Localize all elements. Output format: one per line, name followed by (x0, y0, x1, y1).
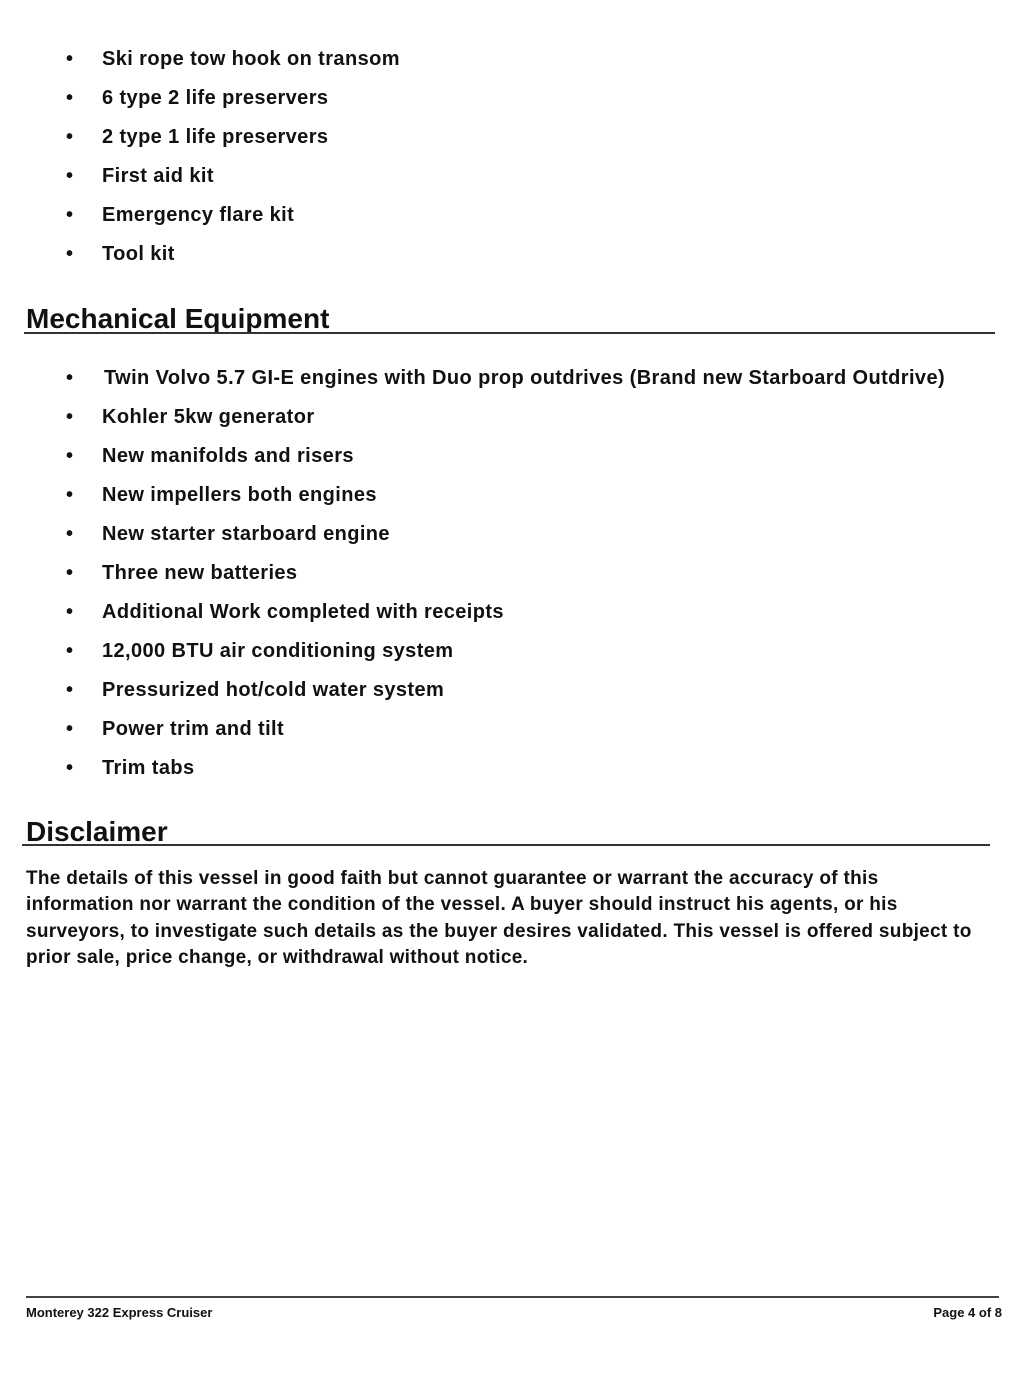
bullet-icon: • (66, 445, 74, 467)
bullet-icon: • (66, 48, 74, 70)
bullet-icon: • (66, 87, 74, 109)
list-item-text: Ski rope tow hook on transom (102, 48, 400, 70)
section-divider (24, 332, 995, 334)
bullet-icon: • (66, 679, 74, 701)
bullet-icon: • (66, 640, 74, 662)
list-item-text: Tool kit (102, 243, 175, 265)
list-item (0, 749, 1024, 788)
mechanical-equipment-list (0, 359, 1024, 788)
list-item (0, 359, 1024, 398)
list-item (0, 79, 1024, 118)
list-item (0, 398, 1024, 437)
list-item (0, 671, 1024, 710)
mechanical-equipment-heading: Mechanical Equipment (26, 303, 330, 334)
list-item-text: Trim tabs (102, 757, 195, 779)
list-item-text: Three new batteries (102, 562, 298, 584)
list-item (0, 118, 1024, 157)
list-item-text: New manifolds and risers (102, 445, 354, 467)
bullet-icon: • (66, 718, 74, 740)
list-item (0, 515, 1024, 554)
list-item (0, 593, 1024, 632)
list-item (0, 40, 1024, 79)
safety-equipment-list (0, 40, 1024, 274)
list-item (0, 235, 1024, 274)
list-item (0, 196, 1024, 235)
bullet-icon: • (66, 484, 74, 506)
list-item-text: New starter starboard engine (102, 523, 390, 545)
bullet-icon: • (66, 204, 74, 226)
list-item-text: Additional Work completed with receipts (102, 601, 504, 623)
list-item-text: 6 type 2 life preservers (102, 87, 329, 109)
disclaimer-heading: Disclaimer (26, 816, 168, 847)
list-item (0, 157, 1024, 196)
list-item-text: Twin Volvo 5.7 GI-E engines with Duo prop outdrives (Brand new Starboard Outdrive) (104, 367, 946, 389)
section-divider (22, 844, 990, 846)
footer-document-title: Monterey 322 Express Cruiser (26, 1305, 213, 1320)
list-item-text: New impellers both engines (102, 484, 377, 506)
list-item-text: Kohler 5kw generator (102, 406, 315, 428)
list-item (0, 437, 1024, 476)
bullet-icon: • (66, 523, 74, 545)
bullet-icon: • (66, 757, 74, 779)
bullet-icon: • (66, 165, 74, 187)
disclaimer-text: The details of this vessel in good faith but cannot guarantee or warrant the accuracy of this information nor warrant the condition of the vessel. A buyer should instruct his agents, or his surveyors, to investigate such details as the buyer desires validated. This vessel is offered subject to prior sale, price change, or withdrawal without notice. (26, 868, 972, 968)
bullet-icon: • (66, 126, 74, 148)
bullet-icon: • (66, 367, 74, 389)
bullet-icon: • (66, 601, 74, 623)
bullet-icon: • (66, 562, 74, 584)
list-item (0, 710, 1024, 749)
footer-divider (26, 1296, 999, 1298)
bullet-icon: • (66, 406, 74, 428)
list-item (0, 476, 1024, 515)
list-item-text: Power trim and tilt (102, 718, 285, 740)
bullet-icon: • (66, 243, 74, 265)
list-item (0, 554, 1024, 593)
list-item-text: Emergency flare kit (102, 204, 295, 226)
list-item-text: 2 type 1 life preservers (102, 126, 329, 148)
list-item-text: 12,000 BTU air conditioning system (102, 640, 454, 662)
list-item (0, 632, 1024, 671)
list-item-text: First aid kit (102, 165, 214, 187)
footer-page-number: Page 4 of 8 (933, 1305, 1002, 1320)
list-item-text: Pressurized hot/cold water system (102, 679, 445, 701)
